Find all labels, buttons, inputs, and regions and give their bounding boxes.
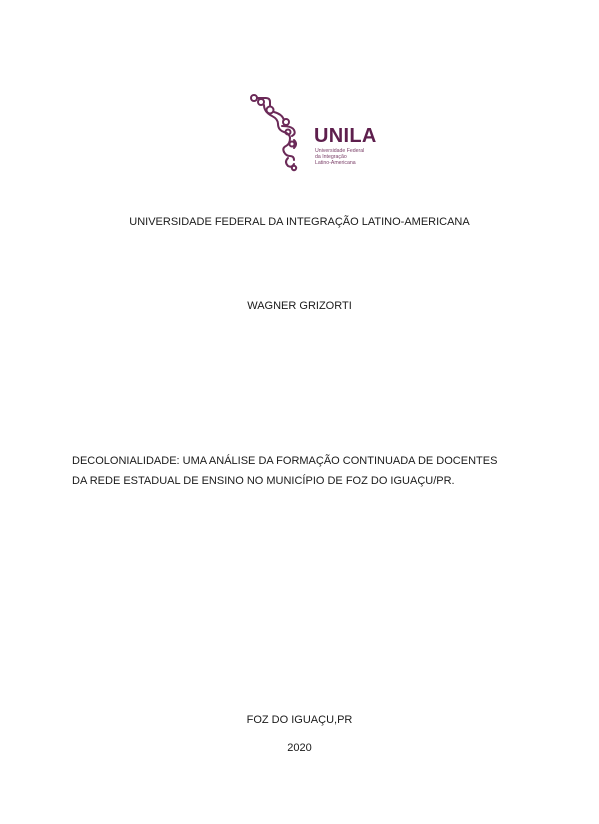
logo-subtitle-line: da Integração <box>315 154 347 160</box>
thesis-title-line-1: DECOLONIALIDADE: UMA ANÁLISE DA FORMAÇÃO CONTINUADA DE DOCENTES <box>72 455 498 467</box>
unila-logo <box>248 92 388 172</box>
logo-subtitle-line: Universidade Federal <box>315 148 365 154</box>
logo-subtitle-line: Latino-Americana <box>315 160 356 166</box>
unila-emblem-icon <box>248 92 316 172</box>
author-name: WAGNER GRIZORTI <box>247 300 352 312</box>
logo-subtitle <box>315 148 385 166</box>
city: FOZ DO IGUAÇU,PR <box>246 714 353 726</box>
institution-name: UNIVERSIDADE FEDERAL DA INTEGRAÇÃO LATINO-AMERICANA <box>129 216 470 228</box>
thesis-title <box>72 451 542 491</box>
year: 2020 <box>287 742 312 754</box>
logo-wordmark: UNILA <box>314 125 377 147</box>
thesis-title-line-2: DA REDE ESTADUAL DE ENSINO NO MUNICÍPIO DE FOZ DO IGUAÇU/PR. <box>72 475 455 487</box>
